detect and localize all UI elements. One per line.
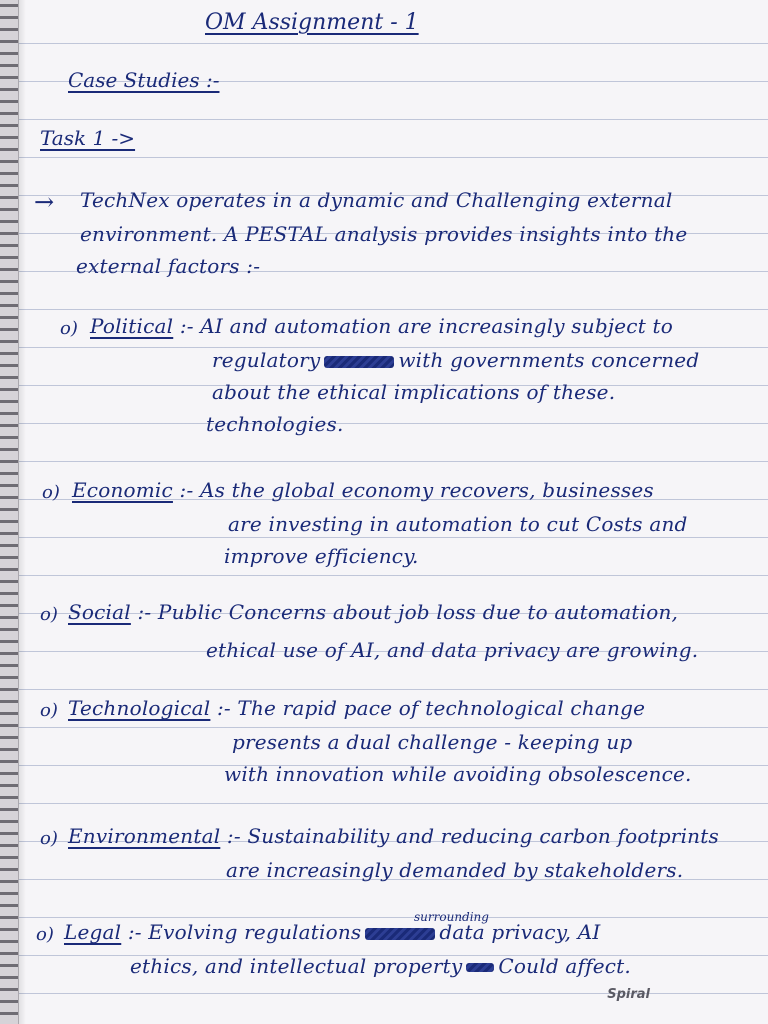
intro-line-1: TechNex operates in a dynamic and Challenging external: [80, 188, 673, 212]
arrow-icon: →: [34, 188, 55, 216]
crossed-out-word: [365, 928, 435, 940]
bullet-legal: o): [36, 924, 54, 945]
binding-shadow: [18, 0, 26, 1024]
social-sep: :-: [137, 600, 152, 624]
technological-item: [68, 698, 645, 718]
legal-item: [64, 922, 601, 942]
technological-label: Technological: [68, 696, 211, 720]
bullet-economic: o): [42, 482, 60, 503]
social-item: [68, 602, 678, 622]
crossed-out-word: [324, 356, 394, 368]
legal-line-2b: Could affect.: [498, 954, 631, 978]
legal-text-2: data privacy, AI: [439, 920, 601, 944]
bullet-environmental: o): [40, 828, 58, 849]
political-line-2: [212, 350, 699, 370]
social-line-2: ethical use of AI, and data privacy are growing.: [206, 638, 699, 662]
bullet-social: o): [40, 604, 58, 625]
technological-sep: :-: [216, 696, 231, 720]
political-line-3: about the ethical implications of these.: [212, 380, 616, 404]
economic-line-3: improve efficiency.: [224, 544, 419, 568]
intro-line-2: environment. A PESTAL analysis provides insights into the: [80, 222, 688, 246]
political-label: Political: [90, 314, 174, 338]
environmental-line-2: are increasingly demanded by stakeholders.: [226, 858, 684, 882]
political-sep: :-: [179, 314, 194, 338]
legal-line-2a: ethics, and intellectual property: [130, 954, 463, 978]
section-heading: Case Studies :-: [68, 68, 220, 92]
economic-item: [72, 480, 654, 500]
political-line-2b: with governments concerned: [398, 348, 700, 372]
intro-line-3: external factors :-: [76, 254, 261, 278]
political-text-1: AI and automation are increasingly subject to: [200, 314, 673, 338]
page-title: OM Assignment - 1: [205, 10, 419, 35]
environmental-item: [68, 826, 719, 846]
social-text-1: Public Concerns about job loss due to automation,: [157, 600, 679, 624]
technological-line-2: presents a dual challenge - keeping up: [232, 730, 633, 754]
technological-text-1: The rapid pace of technological change: [237, 696, 646, 720]
political-item: [90, 316, 673, 336]
environmental-sep: :-: [226, 824, 241, 848]
environmental-label: Environmental: [68, 824, 221, 848]
crossed-out-word: [466, 963, 494, 972]
task-heading: Task 1 ->: [40, 126, 136, 150]
economic-line-2: are investing in automation to cut Costs and: [228, 512, 688, 536]
economic-label: Economic: [72, 478, 173, 502]
legal-line-2: [130, 956, 631, 976]
environmental-text-1: Sustainability and reducing carbon footprints: [247, 824, 719, 848]
legal-label: Legal: [64, 920, 122, 944]
bullet-political: o): [60, 318, 78, 339]
spiral-binding: [0, 0, 19, 1024]
economic-sep: :-: [179, 478, 194, 502]
legal-text-1: Evolving regulations: [148, 920, 362, 944]
economic-text-1: As the global economy recovers, businesses: [199, 478, 654, 502]
technological-line-3: with innovation while avoiding obsolescence.: [224, 762, 692, 786]
political-line-2a: regulatory: [212, 348, 321, 372]
notebook-brand-logo: Spiral: [607, 987, 650, 1002]
social-label: Social: [68, 600, 131, 624]
political-line-4: technologies.: [206, 412, 344, 436]
legal-inserted-word: surrounding: [414, 910, 489, 924]
bullet-technological: o): [40, 700, 58, 721]
legal-sep: :-: [127, 920, 142, 944]
